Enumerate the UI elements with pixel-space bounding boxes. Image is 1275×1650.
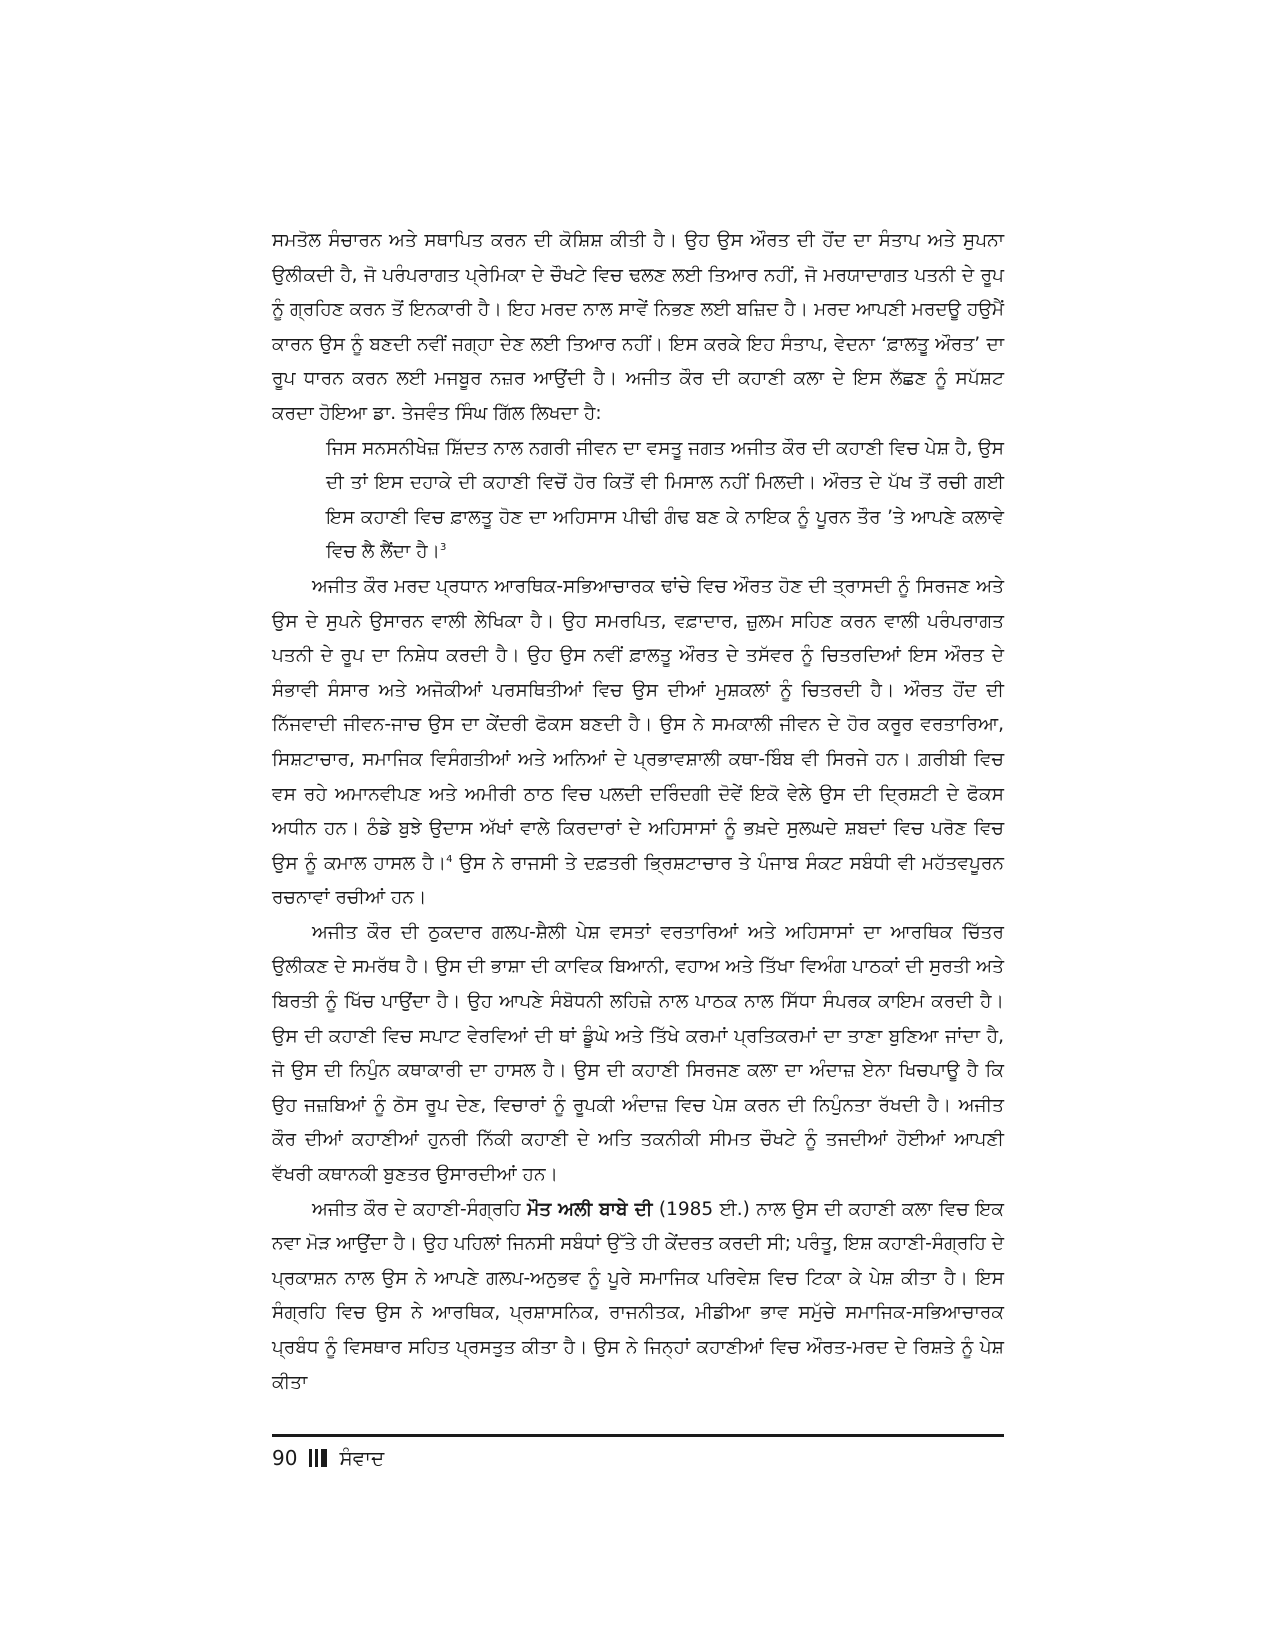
paragraph-2 [272, 570, 1004, 916]
footnote-ref-4: 4 [446, 853, 453, 865]
paragraph-1: ਸਮਤੋਲ ਸੰਚਾਰਨ ਅਤੇ ਸਥਾਪਿਤ ਕਰਨ ਦੀ ਕੋਸ਼ਿਸ਼ ਕੀਤੀ ਹੈ। ਉਹ ਉਸ ਔਰਤ ਦੀ ਹੋਂਦ ਦਾ ਸੰਤਾਪ ਅਤੇ ਸੁਪਨਾ ਉਲੀਕਦੀ ਹੈ, ਜੋ ਪਰੰਪਰਾਗਤ ਪ੍ਰੇਮਿਕਾ ਦੇ ਚੌਖਟੇ ਵਿਚ ਢਲਣ ਲਈ ਤਿਆਰ ਨਹੀਂ, ਜੋ ਮਰਯਾਦਾਗਤ ਪਤਨੀ ਦੇ ਰੂਪ ਨੂੰ ਗ੍ਰਹਿਣ ਕਰਨ ਤੋਂ ਇਨਕਾਰੀ ਹੈ। ਇਹ ਮਰਦ ਨਾਲ ਸਾਵੇਂ ਨਿਭਣ ਲਈ ਬਜ਼ਿਦ ਹੈ। ਮਰਦ ਆਪਣੀ ਮਰਦਊ ਹਉਮੈਂ ਕਾਰਨ ਉਸ ਨੂੰ ਬਣਦੀ ਨਵੀਂ ਜਗ੍ਹਾ ਦੇਣ ਲਈ ਤਿਆਰ ਨਹੀਂ। ਇਸ ਕਰਕੇ ਇਹ ਸੰਤਾਪ, ਵੇਦਨਾ ‘ਫ਼ਾਲਤੂ ਔਰਤ’ ਦਾ ਰੂਪ ਧਾਰਨ ਕਰਨ ਲਈ ਮਜਬੂਰ ਨਜ਼ਰ ਆਉਂਦੀ ਹੈ। ਅਜੀਤ ਕੌਰ ਦੀ ਕਹਾਣੀ ਕਲਾ ਦੇ ਇਸ ਲੱਛਣ ਨੂੰ ਸਪੱਸ਼ਟ ਕਰਦਾ ਹੋਇਆ ਡਾ. ਤੇਜਵੰਤ ਸਿੰਘ ਗਿੱਲ ਲਿਖਦਾ ਹੈ: [272, 230, 1004, 424]
paragraph-4-text-b: (1985 ਈ.) ਨਾਲ ਉਸ ਦੀ ਕਹਾਣੀ ਕਲਾ ਵਿਚ ਇਕ ਨਵਾ ਮੋੜ ਆਉਂਦਾ ਹੈ। ਉਹ ਪਹਿਲਾਂ ਜਿਨਸੀ ਸਬੰਧਾਂ ਉੱਤੇ ਹੀ ਕੇਂਦਰਤ ਕਰਦੀ ਸੀ; ਪਰੰਤੂ, ਇਸ਼ ਕਹਾਣੀ-ਸੰਗ੍ਰਹਿ ਦੇ ਪ੍ਰਕਾਸ਼ਨ ਨਾਲ ਉਸ ਨੇ ਆਪਣੇ ਗਲਪ-ਅਨੁਭਵ ਨੂੰ ਪੂਰੇ ਸਮਾਜਿਕ ਪਰਿਵੇਸ਼ ਵਿਚ ਟਿਕਾ ਕੇ ਪੇਸ਼ ਕੀਤਾ ਹੈ। ਇਸ ਸੰਗ੍ਰਹਿ ਵਿਚ ਉਸ ਨੇ ਆਰਥਿਕ, ਪ੍ਰਸ਼ਾਸਨਿਕ, ਰਾਜਨੀਤਕ, ਮੀਡੀਆ ਭਾਵ ਸਮੁੱਚੇ ਸਮਾਜਿਕ-ਸਭਿਆਚਾਰਕ ਪ੍ਰਬੰਧ ਨੂੰ ਵਿਸਥਾਰ ਸਹਿਤ ਪ੍ਰਸਤੁਤ ਕੀਤਾ ਹੈ। ਉਸ ਨੇ ਜਿਨ੍ਹਾਂ ਕਹਾਣੀਆਂ ਵਿਚ ਔਰਤ-ਮਰਦ ਦੇ ਰਿਸ਼ਤੇ ਨੂੰ ਪੇਸ਼ ਕੀਤਾ [272, 1198, 1005, 1393]
paragraph-4-text-a: ਅਜੀਤ ਕੌਰ ਦੇ ਕਹਾਣੀ-ਸੰਗ੍ਰਹਿ [312, 1198, 528, 1220]
paragraph-3: ਅਜੀਤ ਕੌਰ ਦੀ ਠੁਕਦਾਰ ਗਲਪ-ਸ਼ੈਲੀ ਪੇਸ਼ ਵਸਤਾਂ ਵਰਤਾਰਿਆਂ ਅਤੇ ਅਹਿਸਾਸਾਂ ਦਾ ਆਰਥਿਕ ਚਿੱਤਰ ਉਲੀਕਣ ਦੇ ਸਮਰੱਥ ਹੈ। ਉਸ ਦੀ ਭਾਸ਼ਾ ਦੀ ਕਾਵਿਕ ਬਿਆਨੀ, ਵਹਾਅ ਅਤੇ ਤਿੱਖਾ ਵਿਅੰਗ ਪਾਠਕਾਂ ਦੀ ਸੁਰਤੀ ਅਤੇ ਬਿਰਤੀ ਨੂੰ ਖਿੱਚ ਪਾਉਂਦਾ ਹੈ। ਉਹ ਆਪਣੇ ਸੰਬੋਧਨੀ ਲਹਿਜ਼ੇ ਨਾਲ ਪਾਠਕ ਨਾਲ ਸਿੱਧਾ ਸੰਪਰਕ ਕਾਇਮ ਕਰਦੀ ਹੈ। ਉਸ ਦੀ ਕਹਾਣੀ ਵਿਚ ਸਪਾਟ ਵੇਰਵਿਆਂ ਦੀ ਥਾਂ ਡੂੰਘੇ ਅਤੇ ਤਿੱਖੇ ਕਰਮਾਂ ਪ੍ਰਤਿਕਰਮਾਂ ਦਾ ਤਾਣਾ ਬੁਣਿਆ ਜਾਂਦਾ ਹੈ, ਜੋ ਉਸ ਦੀ ਨਿਪੁੰਨ ਕਥਾਕਾਰੀ ਦਾ ਹਾਸਲ ਹੈ। ਉਸ ਦੀ ਕਹਾਣੀ ਸਿਰਜਣ ਕਲਾ ਦਾ ਅੰਦਾਜ਼ ਏਨਾ ਖਿਚਪਾਊ ਹੈ ਕਿ ਉਹ ਜਜ਼ਬਿਆਂ ਨੂੰ ਠੋਸ ਰੂਪ ਦੇਣ, ਵਿਚਾਰਾਂ ਨੂੰ ਰੂਪਕੀ ਅੰਦਾਜ਼ ਵਿਚ ਪੇਸ਼ ਕਰਨ ਦੀ ਨਿਪੁੰਨਤਾ ਰੱਖਦੀ ਹੈ। ਅਜੀਤ ਕੌਰ ਦੀਆਂ ਕਹਾਣੀਆਂ ਹੁਨਰੀ ਨਿੱਕੀ ਕਹਾਣੀ ਦੇ ਅਤਿ ਤਕਨੀਕੀ ਸੀਮਤ ਚੌਖਟੇ ਨੂੰ ਤਜਦੀਆਂ ਹੋਈਆਂ ਆਪਣੀ ਵੱਖਰੀ ਕਥਾਨਕੀ ਬੁਣਤਰ ਉਸਾਰਦੀਆਂ ਹਨ। [272, 921, 1004, 1186]
book-title: ਮੌਤ ਅਲੀ ਬਾਬੇ ਦੀ [527, 1198, 653, 1220]
paragraph-4 [272, 1193, 1004, 1401]
body-text [272, 224, 1004, 1400]
bars-icon [309, 1448, 327, 1468]
block-quote [326, 432, 1004, 570]
quote-text: ਜਿਸ ਸਨਸਨੀਖੇਜ਼ ਸ਼ਿੱਦਤ ਨਾਲ ਨਗਰੀ ਜੀਵਨ ਦਾ ਵਸਤੂ ਜਗਤ ਅਜੀਤ ਕੌਰ ਦੀ ਕਹਾਣੀ ਵਿਚ ਪੇਸ਼ ਹੈ, ਉਸ ਦੀ ਤਾਂ ਇਸ ਦਹਾਕੇ ਦੀ ਕਹਾਣੀ ਵਿਚੋਂ ਹੋਰ ਕਿਤੋਂ ਵੀ ਮਿਸਾਲ ਨਹੀਂ ਮਿਲਦੀ। ਔਰਤ ਦੇ ਪੱਖ ਤੋਂ ਰਚੀ ਗਈ ਇਸ ਕਹਾਣੀ ਵਿਚ ਫ਼ਾਲਤੂ ਹੋਣ ਦਾ ਅਹਿਸਾਸ ਪੀਢੀ ਗੰਢ ਬਣ ਕੇ ਨਾਇਕ ਨੂੰ ਪੂਰਨ ਤੌਰ ’ਤੇ ਆਪਣੇ ਕਲਾਵੇ ਵਿਚ ਲੈ ਲੈਂਦਾ ਹੈ। [326, 437, 1004, 563]
journal-name: ਸੰਵਾਦ [339, 1446, 385, 1470]
page-footer [272, 1446, 384, 1470]
footnote-ref-3: 3 [440, 542, 447, 554]
footer-rule [272, 1434, 1004, 1437]
paragraph-2-text-b: ਉਸ ਨੇ ਰਾਜਸੀ ਤੇ ਦਫ਼ਤਰੀ ਭ੍ਰਿਸ਼ਟਾਚਾਰ ਤੇ ਪੰਜਾਬ ਸੰਕਟ ਸਬੰਧੀ ਵੀ ਮਹੱਤਵਪੂਰਨ ਰਚਨਾਵਾਂ ਰਚੀਆਂ ਹਨ। [272, 852, 1004, 909]
paragraph-2-text-a: ਅਜੀਤ ਕੌਰ ਮਰਦ ਪ੍ਰਧਾਨ ਆਰਥਿਕ-ਸਭਿਆਚਾਰਕ ਢਾਂਚੇ ਵਿਚ ਔਰਤ ਹੋਣ ਦੀ ਤ੍ਰਾਸਦੀ ਨੂੰ ਸਿਰਜਣ ਅਤੇ ਉਸ ਦੇ ਸੁਪਨੇ ਉਸਾਰਨ ਵਾਲੀ ਲੇਖਿਕਾ ਹੈ। ਉਹ ਸਮਰਪਿਤ, ਵਫ਼ਾਦਾਰ, ਜ਼ੁਲਮ ਸਹਿਣ ਕਰਨ ਵਾਲੀ ਪਰੰਪਰਾਗਤ ਪਤਨੀ ਦੇ ਰੂਪ ਦਾ ਨਿਸ਼ੇਧ ਕਰਦੀ ਹੈ। ਉਹ ਉਸ ਨਵੀਂ ਫ਼ਾਲਤੂ ਔਰਤ ਦੇ ਤਸੱਵਰ ਨੂੰ ਚਿਤਰਦਿਆਂ ਇਸ ਔਰਤ ਦੇ ਸੰਭਾਵੀ ਸੰਸਾਰ ਅਤੇ ਅਜੋਕੀਆਂ ਪਰਸਥਿਤੀਆਂ ਵਿਚ ਉਸ ਦੀਆਂ ਮੁਸ਼ਕਲਾਂ ਨੂੰ ਚਿਤਰਦੀ ਹੈ। ਔਰਤ ਹੋਂਦ ਦੀ ਨਿੱਜਵਾਦੀ ਜੀਵਨ-ਜਾਚ ਉਸ ਦਾ ਕੇਂਦਰੀ ਫੋਕਸ ਬਣਦੀ ਹੈ। ਉਸ ਨੇ ਸਮਕਾਲੀ ਜੀਵਨ ਦੇ ਹੋਰ ਕਰੂਰ ਵਰਤਾਰਿਆ, ਸਿਸ਼ਟਾਚਾਰ, ਸਮਾਜਿਕ ਵਿਸੰਗਤੀਆਂ ਅਤੇ ਅਨਿਆਂ ਦੇ ਪ੍ਰਭਾਵਸ਼ਾਲੀ ਕਥਾ-ਬਿੰਬ ਵੀ ਸਿਰਜੇ ਹਨ। ਗ਼ਰੀਬੀ ਵਿਚ ਵਸ ਰਹੇ ਅਮਾਨਵੀਪਣ ਅਤੇ ਅਮੀਰੀ ਠਾਠ ਵਿਚ ਪਲਦੀ ਦਰਿੰਦਗੀ ਦੋਵੇਂ ਇਕੋ ਵੇਲੇ ਉਸ ਦੀ ਦ੍ਰਿਸ਼ਟੀ ਦੇ ਫੋਕਸ ਅਧੀਨ ਹਨ। ਠੰਡੇ ਬੁਝੇ ਉਦਾਸ ਅੱਖਾਂ ਵਾਲੇ ਕਿਰਦਾਰਾਂ ਦੇ ਅਹਿਸਾਸਾਂ ਨੂੰ ਭਖ਼ਦੇ ਸੁਲਘਦੇ ਸ਼ਬਦਾਂ ਵਿਚ ਪਰੋਣ ਵਿਚ ਉਸ ਨੂੰ ਕਮਾਲ ਹਾਸਲ ਹੈ। [272, 575, 1004, 874]
page-number: 90 [272, 1446, 298, 1470]
